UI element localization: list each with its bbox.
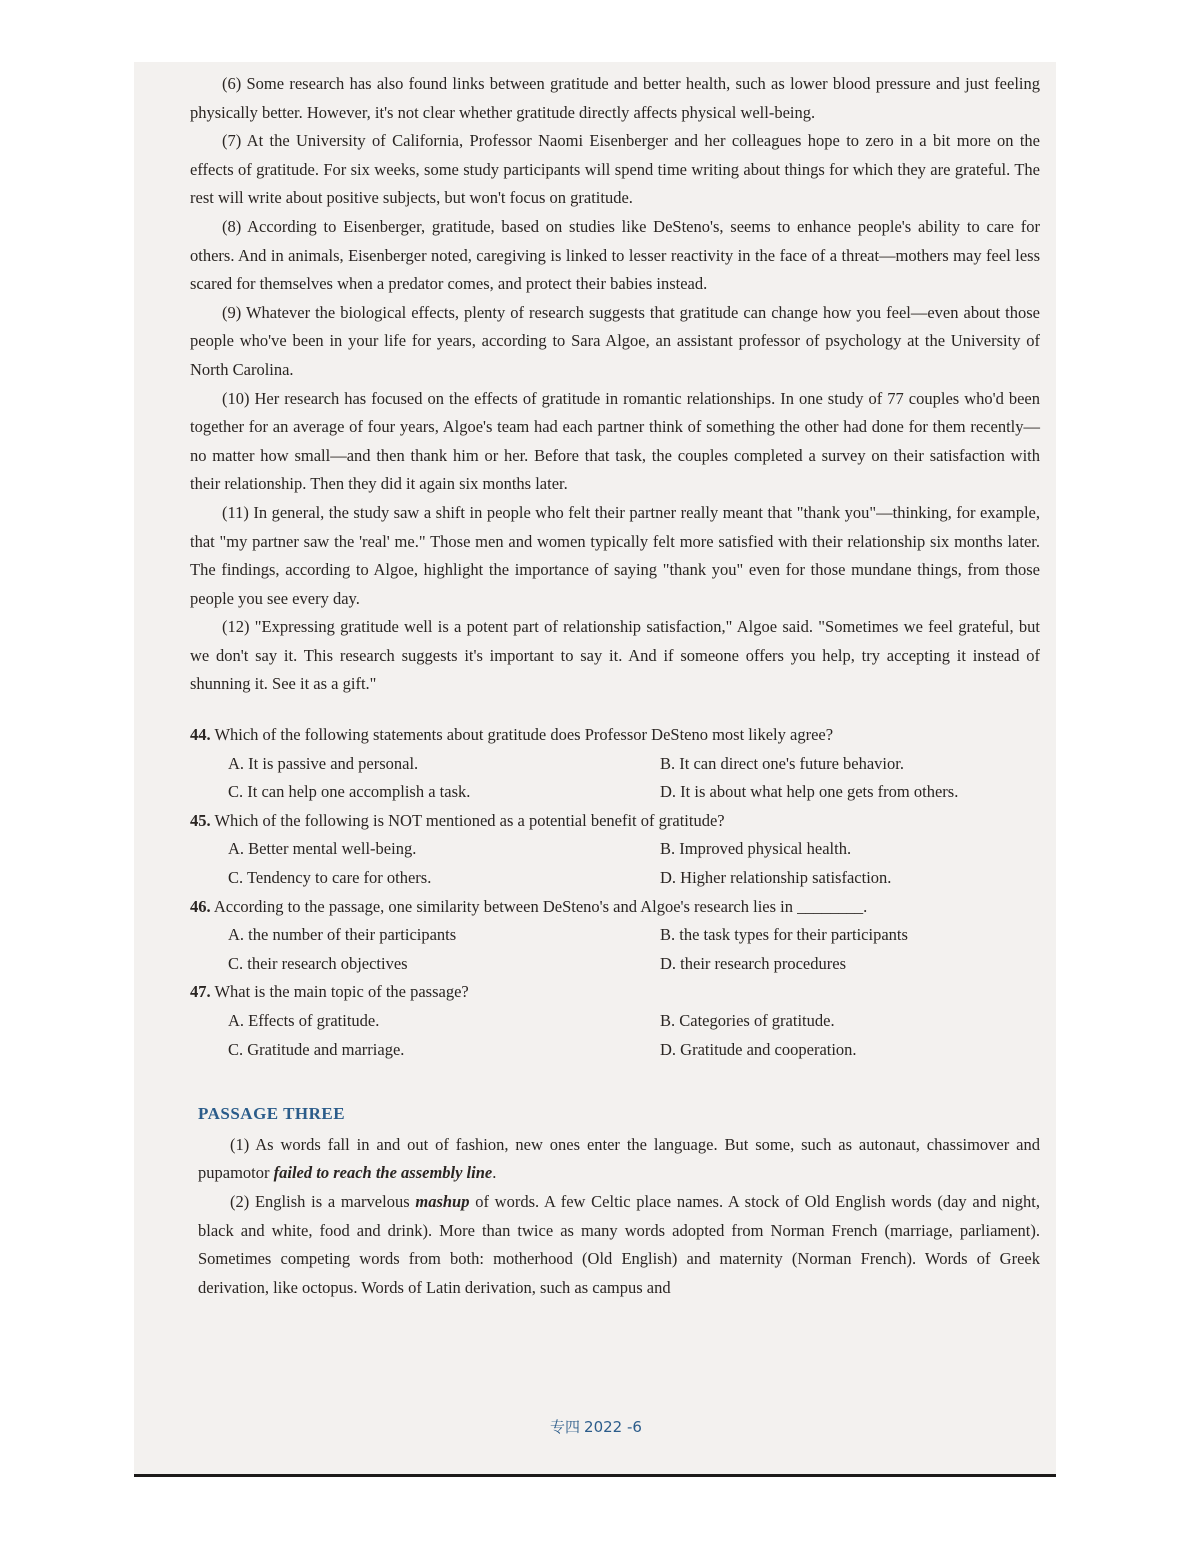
page-bottom-edge [134, 1474, 1056, 1477]
question-text: Which of the following is NOT mentioned as a potential benefit of gratitude? [214, 810, 725, 830]
option-b: B. the task types for their participants [660, 925, 908, 945]
paragraph-10: (10) Her research has focused on the effects of gratitude in romantic relationships. In one study of 77 couples who'd been together for an average of four years, Algoe's team had each partner think of something the other had done for them recently—no matter how small—and then thank him or her. Before that task, the couples completed a survey on their satisfaction with their relationship. Then they did it again six months later. [190, 388, 1040, 494]
option-c: C. their research objectives [228, 953, 408, 973]
question-47 [190, 978, 1040, 1064]
option-c: C. It can help one accomplish a task. [228, 782, 471, 802]
option-a: A. the number of their participants [228, 925, 457, 945]
question-text: Which of the following statements about gratitude does Professor DeSteno most likely agree? [214, 725, 834, 745]
question-46 [190, 893, 1040, 979]
paragraph-11: (11) In general, the study saw a shift in people who felt their partner really meant that "thank you"—thinking, for example, that "my partner saw the 'real' me." Those men and women typically felt more satisfied with their relationship six months later. The findings, according to Algoe, highlight the importance of saying "thank you" even for those mundane things, from those people you see every day. [190, 502, 1040, 608]
option-d: D. Higher relationship satisfaction. [660, 868, 892, 888]
option-c: C. Gratitude and marriage. [228, 1039, 405, 1059]
question-number: 45. [190, 810, 211, 830]
page-number: 2022 -6 [584, 1418, 642, 1436]
question-text: According to the passage, one similarity between DeSteno's and Algoe's research lies in ________. [213, 896, 868, 916]
option-a: A. Effects of gratitude. [228, 1011, 380, 1030]
question-number: 47. [190, 982, 211, 1002]
option-c: C. Tendency to care for others. [228, 868, 432, 888]
option-grid [190, 921, 1040, 978]
option-grid [190, 1007, 1040, 1064]
paragraph-12: (12) "Expressing gratitude well is a potent part of relationship satisfaction," Algoe said. "Sometimes we feel grateful, but we don't say it. This research suggests it's important to say it. And if someone offers you help, try accepting it instead of shunning it. See it as a gift." [190, 617, 1040, 694]
paragraph-8: (8) According to Eisenberger, gratitude, based on studies like DeSteno's, seems to enhance people's ability to care for others. And in animals, Eisenberger noted, caregiving is linked to lesser reactivity in the face of a threat—mothers may feel less scared for themselves when a predator comes, and protect their babies instead. [190, 216, 1040, 294]
page-content [190, 70, 1040, 1302]
paragraph-9: (9) Whatever the biological effects, plenty of research suggests that gratitude can change how you feel—even about those people who've been in your life for years, according to Sara Algoe, an assistant professor of psychology at the University of North Carolina. [190, 302, 1040, 379]
paragraph-1: (1) As words fall in and out of fashion, new ones enter the language. But some, such as autonaut, chassimover and pupamotor failed to reach the assembly line. [198, 1134, 1040, 1183]
paragraph-2: (2) English is a marvelous mashup of words. A few Celtic place names. A stock of Old English words (day and night, black and white, food and drink). More than twice as many words adopted from Norman French (marriage, parliament). Sometimes competing words from both: motherhood (Old English) and maternity (Norman French). Words of Greek derivation, like octopus. Words of Latin derivation, such as campus and [198, 1191, 1041, 1297]
emphasized-word: mashup [415, 1191, 470, 1211]
paragraph-7: (7) At the University of California, Professor Naomi Eisenberger and her colleagues hope to zero in a bit more on the effects of gratitude. For six weeks, some study participants will spend time writing about things for which they are grateful. The rest will write about positive subjects, but won't focus on gratitude. [190, 131, 1040, 208]
option-grid [190, 835, 1040, 892]
option-d: D. It is about what help one gets from others. [660, 782, 959, 802]
option-b: B. Categories of gratitude. [660, 1011, 835, 1030]
option-d: D. their research procedures [660, 953, 846, 973]
option-b: B. Improved physical health. [660, 839, 852, 859]
paragraph-6: (6) Some research has also found links between gratitude and better health, such as lower blood pressure and just feeling physically better. However, it's not clear whether gratitude directly affects physical well-being. [190, 74, 1040, 122]
exam-label: 专四 [550, 1418, 581, 1436]
passage-three [190, 1100, 1040, 1302]
question-45 [190, 807, 1040, 893]
emphasized-phrase: failed to reach the assembly line [273, 1163, 493, 1183]
option-a: A. Better mental well-being. [228, 839, 417, 859]
option-a: A. It is passive and personal. [228, 753, 419, 773]
passage-two-continued [190, 70, 1040, 699]
passage-title: PASSAGE THREE [198, 1104, 346, 1124]
page-footer [0, 1416, 1192, 1437]
question-number: 46. [190, 896, 211, 916]
question-list [190, 721, 1040, 1064]
option-b: B. It can direct one's future behavior. [660, 753, 904, 773]
option-grid [190, 750, 1040, 807]
question-text: What is the main topic of the passage? [214, 982, 469, 1002]
option-d: D. Gratitude and cooperation. [660, 1039, 857, 1059]
question-44 [190, 721, 1040, 807]
question-number: 44. [190, 725, 211, 745]
